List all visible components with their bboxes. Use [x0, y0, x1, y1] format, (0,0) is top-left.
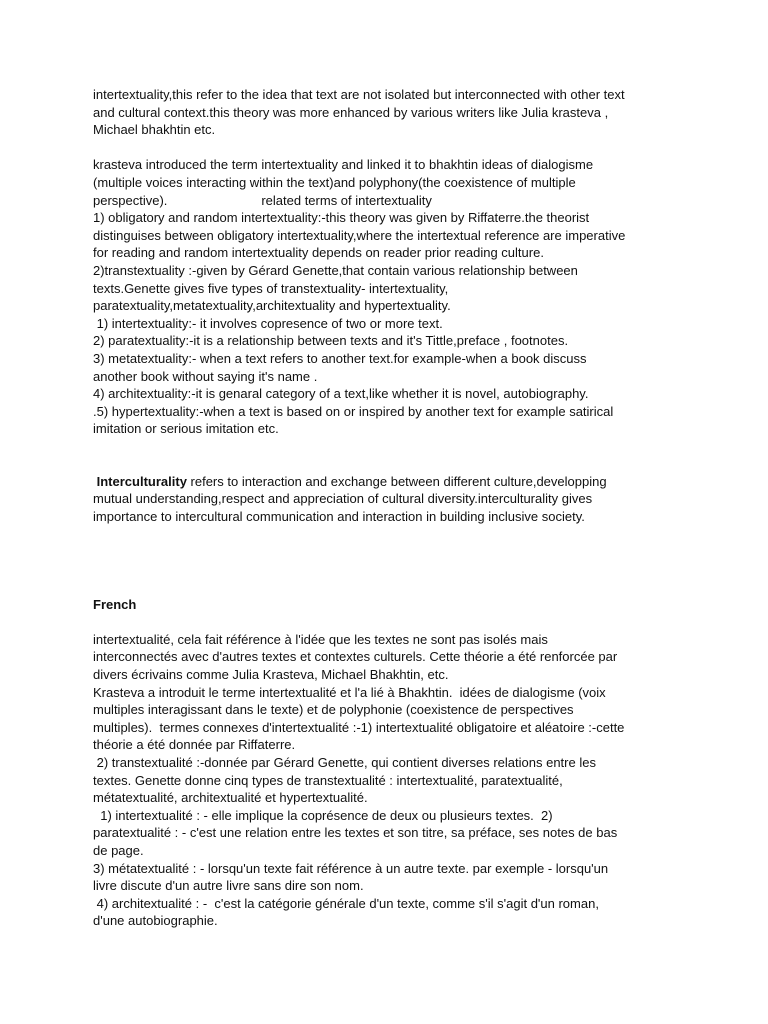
paragraph-line: théorie a été donnée par Riffaterre.	[93, 737, 296, 753]
paragraph-line: métatextualité, architextualité et hypertextualité.	[93, 790, 368, 806]
paragraph-line: krasteva introduced the term intertextuality and linked it to bhakhtin ideas of dialogisme	[93, 157, 594, 173]
interculturality-line-rest: refers to interaction and exchange between different culture,developping	[186, 473, 607, 489]
paragraph-line: texts.Genette gives five types of transtextuality- intertextuality,	[93, 280, 449, 296]
paragraph-line: 3) métatextualité : - lorsqu'un texte fait référence à un autre texte. par exemple - lorsqu'un	[93, 860, 609, 876]
paragraph-line: livre discute d'un autre livre sans dire son nom.	[93, 878, 364, 894]
paragraph-line: 4) architextuality:-it is genaral category of a text,like whether it is novel, autobiography.	[93, 386, 589, 402]
paragraph-line: paratextuality,metatextuality,architextuality and hypertextuality.	[93, 298, 451, 314]
paragraph-line: intertextuality,this refer to the idea that text are not isolated but interconnected with other text	[93, 87, 625, 102]
paragraph-line: Krasteva a introduit le terme intertextualité et l'a lié à Bhakhtin. idées de dialogisme (voix	[93, 684, 606, 700]
paragraph-line: and cultural context.this theory was more enhanced by various writers like Julia krasteva ,	[93, 104, 609, 120]
intertextuality-paragraph	[93, 156, 693, 438]
paragraph-line: intertextualité, cela fait référence à l'idée que les textes ne sont pas isolés mais	[93, 631, 548, 647]
paragraph-line: multiples). termes connexes d'intertextualité :-1) intertextualité obligatoire et aléatoire :-cette	[93, 719, 625, 735]
paragraph-line: interconnectés avec d'autres textes et contextes culturels. Cette théorie a été renforcée par	[93, 649, 618, 665]
paragraph-line: d'une autobiographie.	[93, 913, 218, 929]
paragraph-line: 2) paratextuality:-it is a relationship between texts and it's Tittle,preface , footnotes.	[93, 333, 569, 349]
interculturality-term: Interculturality	[96, 473, 187, 489]
paragraph-line: Michael bhakhtin etc.	[93, 122, 216, 138]
paragraph-line: 2) transtextualité :-donnée par Gérard Genette, qui contient diverses relations entre les	[93, 755, 596, 770]
french-paragraph	[93, 631, 693, 930]
paragraph-line: imitation or serious imitation etc.	[93, 421, 279, 437]
paragraph-line: 2)transtextuality :-given by Gérard Genette,that contain various relationship between	[93, 262, 578, 278]
paragraph-line: 1) intertextualité : - elle implique la coprésence de deux ou plusieurs textes. 2)	[93, 807, 553, 823]
interculturality-paragraph	[93, 473, 693, 526]
paragraph-line: for reading and random intertextuality depends on reader prior reading culture.	[93, 245, 544, 261]
french-heading: French	[93, 596, 137, 612]
paragraph-line: multiples interagissant dans le texte) et de polyphonie (coexistence de perspectives	[93, 702, 574, 718]
paragraph-line: 3) metatextuality:- when a text refers to another text.for example-when a book discuss	[93, 350, 587, 366]
paragraph-line: another book without saying it's name .	[93, 368, 318, 384]
paragraph-line: mutual understanding,respect and appreciation of cultural diversity.interculturality gives	[93, 491, 593, 507]
paragraph-line: importance to intercultural communication and interaction in building inclusive society.	[93, 509, 585, 525]
paragraph-line: 1) obligatory and random intertextuality:-this theory was given by Riffaterre.the theorist	[93, 210, 590, 226]
paragraph-line: .5) hypertextuality:-when a text is based on or inspired by another text for example satirical	[93, 403, 614, 419]
paragraph-line: de page.	[93, 842, 144, 858]
paragraph-line: divers écrivains comme Julia Krasteva, Michael Bhakhtin, etc.	[93, 667, 449, 683]
paragraph-line: (multiple voices interacting within the text)and polyphony(the coexistence of multiple	[93, 174, 576, 190]
document-page	[93, 86, 693, 930]
paragraph-line: perspective). related terms of intertextuality	[93, 192, 432, 208]
paragraph-line	[93, 473, 693, 491]
paragraph-line: paratextualité : - c'est une relation entre les textes et son titre, sa préface, ses notes de bas	[93, 825, 618, 841]
intro-paragraph	[93, 86, 693, 139]
paragraph-line: distinguises between obligatory intertextuality,where the intertextual reference are imperative	[93, 227, 626, 243]
paragraph-line: 1) intertextuality:- it involves copresence of two or more text.	[93, 315, 443, 331]
paragraph-line: 4) architextualité : - c'est la catégorie générale d'un texte, comme s'il s'agit d'un roman,	[93, 895, 599, 911]
paragraph-line: textes. Genette donne cinq types de transtextualité : intertextualité, paratextualité,	[93, 772, 563, 788]
